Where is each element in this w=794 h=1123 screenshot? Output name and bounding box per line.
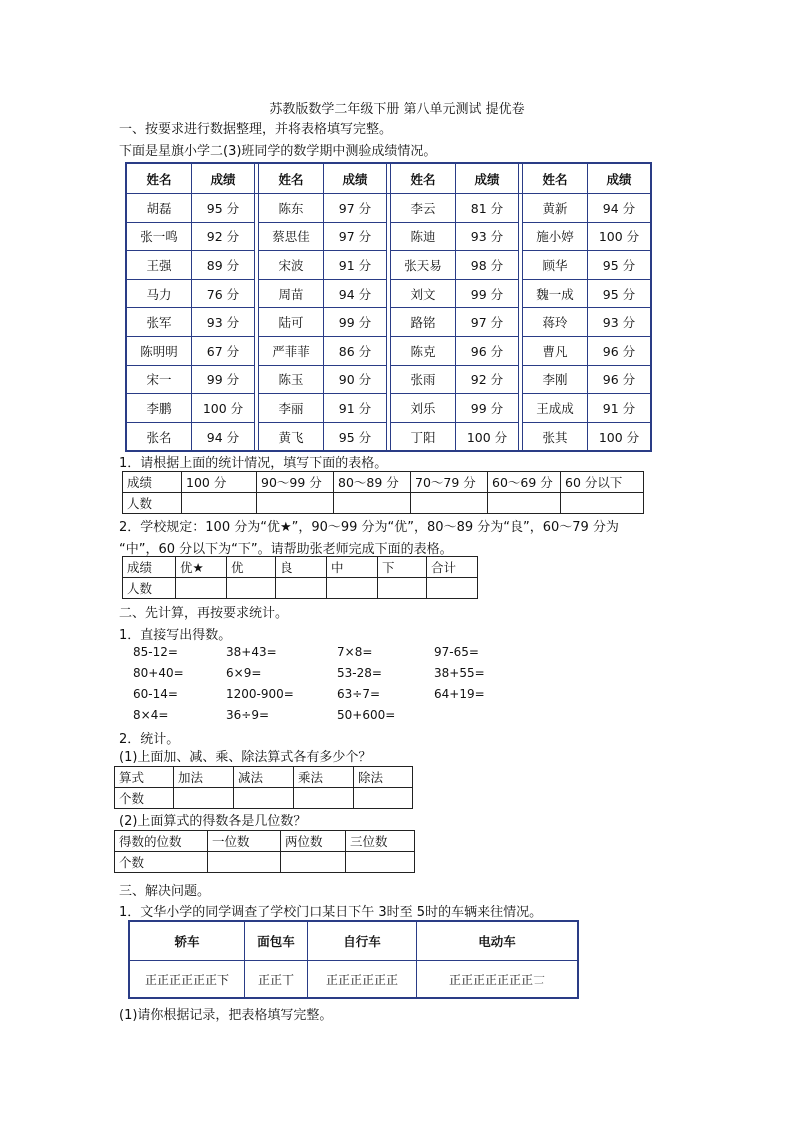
student-score: 91 分 [588, 394, 652, 423]
student-name: 魏一成 [523, 279, 588, 308]
vehicle-tally-table [128, 920, 579, 999]
student-name: 王成成 [523, 394, 588, 423]
vehicle-type: 自行车 [308, 921, 417, 961]
student-name: 蒋玲 [523, 308, 588, 337]
section1-q1: 1．请根据上面的统计情况，填写下面的表格。 [119, 456, 388, 471]
student-score: 92 分 [192, 222, 255, 251]
student-name: 施小婷 [523, 222, 588, 251]
student-score: 96 分 [588, 336, 652, 365]
section3-heading: 三、解决问题。 [119, 884, 211, 899]
digit-table-row-label: 个数 [115, 852, 208, 873]
operation-table-blank-cell[interactable] [234, 788, 294, 809]
student-score: 96 分 [588, 365, 652, 394]
student-name: 黄飞 [259, 422, 324, 451]
section1-heading: 一、按要求进行数据整理，并将表格填写完整。 [119, 122, 393, 137]
grade-table-blank-cell[interactable] [334, 493, 411, 514]
grade-table-header-cell: 60～69 分 [488, 472, 561, 493]
student-name: 陈明明 [126, 336, 192, 365]
student-name: 刘文 [391, 279, 456, 308]
student-name: 路铭 [391, 308, 456, 337]
score-header-name: 姓名 [391, 163, 456, 194]
table-row [126, 194, 651, 223]
grade-table-header-cell: 80～89 分 [334, 472, 411, 493]
table-row [126, 422, 651, 451]
operation-table-header-cell: 除法 [354, 767, 413, 788]
student-name: 顾华 [523, 251, 588, 280]
grade-table-header-cell: 90～99 分 [257, 472, 334, 493]
section1-intro: 下面是星旗小学二(3)班同学的数学期中测验成绩情况。 [119, 144, 437, 159]
calc-expression: 8×4= [133, 708, 169, 722]
student-score: 96 分 [456, 336, 519, 365]
student-name: 陆可 [259, 308, 324, 337]
student-name: 马力 [126, 279, 192, 308]
level-table-header-cell: 优 [227, 557, 276, 578]
level-table-header-cell: 成绩 [123, 557, 176, 578]
table-row [126, 251, 651, 280]
student-name: 李刚 [523, 365, 588, 394]
level-table-blank-cell[interactable] [227, 578, 276, 599]
student-score: 94 分 [192, 422, 255, 451]
student-score: 94 分 [324, 279, 387, 308]
operation-table-row-label: 个数 [115, 788, 174, 809]
level-table-header-cell: 中 [327, 557, 378, 578]
student-score: 95 分 [192, 194, 255, 223]
student-score: 89 分 [192, 251, 255, 280]
student-score: 99 分 [456, 279, 519, 308]
digit-table-header-cell: 得数的位数 [115, 831, 208, 852]
student-score: 93 分 [588, 308, 652, 337]
digit-count-table [114, 830, 415, 873]
level-count-table [122, 556, 478, 599]
grade-table-row-label: 人数 [123, 493, 182, 514]
digit-table-blank-cell[interactable] [208, 852, 281, 873]
table-row [126, 365, 651, 394]
digit-table-header-cell: 一位数 [208, 831, 281, 852]
operation-table-blank-cell[interactable] [354, 788, 413, 809]
calc-expression: 80+40= [133, 666, 184, 680]
student-score: 91 分 [324, 394, 387, 423]
calc-expression: 6×9= [226, 666, 262, 680]
grade-count-table [122, 471, 644, 514]
table-row [126, 336, 651, 365]
operation-count-table [114, 766, 413, 809]
student-score: 81 分 [456, 194, 519, 223]
student-score: 94 分 [588, 194, 652, 223]
grade-table-blank-cell[interactable] [257, 493, 334, 514]
score-header-name: 姓名 [259, 163, 324, 194]
score-table [125, 162, 652, 452]
student-score: 100 分 [456, 422, 519, 451]
student-name: 曹凡 [523, 336, 588, 365]
table-row [126, 308, 651, 337]
student-name: 张一鸣 [126, 222, 192, 251]
grade-table-blank-cell[interactable] [411, 493, 488, 514]
student-name: 宋波 [259, 251, 324, 280]
vehicle-tally: 正正丅 [245, 961, 308, 999]
student-name: 王强 [126, 251, 192, 280]
student-score: 100 分 [588, 422, 652, 451]
digit-table-blank-cell[interactable] [346, 852, 415, 873]
calc-expression: 53-28= [337, 666, 382, 680]
calc-expression: 36÷9= [226, 708, 270, 722]
student-score: 93 分 [192, 308, 255, 337]
student-score: 99 分 [192, 365, 255, 394]
student-name: 丁阳 [391, 422, 456, 451]
student-name: 刘乐 [391, 394, 456, 423]
section3-q1: 1．文华小学的同学调查了学校门口某日下午 3时至 5时的车辆来往情况。 [119, 905, 543, 920]
student-name: 陈东 [259, 194, 324, 223]
vehicle-type: 轿车 [129, 921, 245, 961]
table-row [126, 279, 651, 308]
section2-q2: 2．统计。 [119, 732, 180, 747]
section1-q2-line2: “中”，60 分以下为“下”。请帮助张老师完成下面的表格。 [119, 542, 453, 557]
student-score: 99 分 [456, 394, 519, 423]
digit-table-header-cell: 三位数 [346, 831, 415, 852]
operation-table-header-cell: 加法 [174, 767, 234, 788]
student-name: 陈玉 [259, 365, 324, 394]
student-score: 76 分 [192, 279, 255, 308]
grade-table-header-cell: 60 分以下 [561, 472, 644, 493]
level-table-blank-cell[interactable] [276, 578, 327, 599]
student-score: 92 分 [456, 365, 519, 394]
student-score: 98 分 [456, 251, 519, 280]
calc-expression: 1200-900= [226, 687, 294, 701]
vehicle-tally: 正正正正正正下 [129, 961, 245, 999]
table-row [126, 222, 651, 251]
grade-table-blank-cell[interactable] [182, 493, 257, 514]
student-name: 陈迪 [391, 222, 456, 251]
student-name: 蔡思佳 [259, 222, 324, 251]
score-header-score: 成绩 [588, 163, 652, 194]
student-name: 胡磊 [126, 194, 192, 223]
student-name: 严菲菲 [259, 336, 324, 365]
section1-q2-line1: 2．学校规定：100 分为“优★”，90～99 分为“优”，80～89 分为“良”，60～79 分为 [119, 520, 619, 535]
student-name: 张军 [126, 308, 192, 337]
section2-sub1: (1)上面加、减、乘、除法算式各有多少个？ [119, 750, 372, 765]
student-score: 93 分 [456, 222, 519, 251]
score-header-score: 成绩 [324, 163, 387, 194]
section3-sub1: (1)请你根据记录，把表格填写完整。 [119, 1008, 333, 1023]
calc-expression: 50+600= [337, 708, 396, 722]
vehicle-type: 电动车 [417, 921, 579, 961]
section2-sub2: (2)上面算式的得数各是几位数？ [119, 814, 307, 829]
operation-table-header-cell: 算式 [115, 767, 174, 788]
calc-expression: 97-65= [434, 645, 479, 659]
student-score: 95 分 [588, 279, 652, 308]
student-score: 90 分 [324, 365, 387, 394]
score-header-name: 姓名 [126, 163, 192, 194]
calc-expression: 7×8= [337, 645, 373, 659]
student-score: 67 分 [192, 336, 255, 365]
student-score: 97 分 [324, 194, 387, 223]
score-header-name: 姓名 [523, 163, 588, 194]
operation-table-blank-cell[interactable] [174, 788, 234, 809]
student-name: 张其 [523, 422, 588, 451]
vehicle-tally: 正正正正正正 [308, 961, 417, 999]
table-row [126, 394, 651, 423]
calc-expression: 63÷7= [337, 687, 381, 701]
calc-expression: 85-12= [133, 645, 178, 659]
level-table-row-label: 人数 [123, 578, 176, 599]
student-name: 李鹏 [126, 394, 192, 423]
student-name: 张名 [126, 422, 192, 451]
grade-table-blank-cell[interactable] [488, 493, 561, 514]
vehicle-type: 面包车 [245, 921, 308, 961]
grade-table-header-cell: 70～79 分 [411, 472, 488, 493]
student-score: 95 分 [588, 251, 652, 280]
operation-table-blank-cell[interactable] [294, 788, 354, 809]
calc-expression: 38+43= [226, 645, 277, 659]
grade-table-blank-cell[interactable] [561, 493, 644, 514]
student-score: 91 分 [324, 251, 387, 280]
student-score: 100 分 [192, 394, 255, 423]
student-name: 周苗 [259, 279, 324, 308]
operation-table-header-cell: 减法 [234, 767, 294, 788]
student-name: 李云 [391, 194, 456, 223]
student-score: 95 分 [324, 422, 387, 451]
operation-table-header-cell: 乘法 [294, 767, 354, 788]
score-header-score: 成绩 [192, 163, 255, 194]
level-table-blank-cell[interactable] [327, 578, 378, 599]
grade-table-header-cell: 成绩 [123, 472, 182, 493]
section2-heading: 二、先计算，再按要求统计。 [119, 606, 289, 621]
grade-table-header-cell: 100 分 [182, 472, 257, 493]
level-table-header-cell: 下 [378, 557, 427, 578]
student-name: 宋一 [126, 365, 192, 394]
calc-expression: 60-14= [133, 687, 178, 701]
student-name: 张天易 [391, 251, 456, 280]
student-name: 张雨 [391, 365, 456, 394]
score-header-score: 成绩 [456, 163, 519, 194]
level-table-header-cell: 良 [276, 557, 327, 578]
calc-expression: 64+19= [434, 687, 485, 701]
student-score: 86 分 [324, 336, 387, 365]
page-title: 苏教版数学二年级下册 第八单元测试 提优卷 [269, 102, 525, 117]
level-table-blank-cell[interactable] [176, 578, 227, 599]
digit-table-blank-cell[interactable] [281, 852, 346, 873]
vehicle-tally: 正正正正正正正𠄟 [417, 961, 579, 999]
student-score: 97 分 [456, 308, 519, 337]
student-score: 97 分 [324, 222, 387, 251]
level-table-blank-cell[interactable] [378, 578, 427, 599]
section2-q1: 1．直接写出得数。 [119, 628, 232, 643]
student-name: 陈克 [391, 336, 456, 365]
calc-expression: 38+55= [434, 666, 485, 680]
digit-table-header-cell: 两位数 [281, 831, 346, 852]
level-table-header-cell: 优★ [176, 557, 227, 578]
student-name: 李丽 [259, 394, 324, 423]
student-score: 100 分 [588, 222, 652, 251]
level-table-blank-cell[interactable] [427, 578, 478, 599]
student-name: 黄新 [523, 194, 588, 223]
level-table-header-cell: 合计 [427, 557, 478, 578]
student-score: 99 分 [324, 308, 387, 337]
